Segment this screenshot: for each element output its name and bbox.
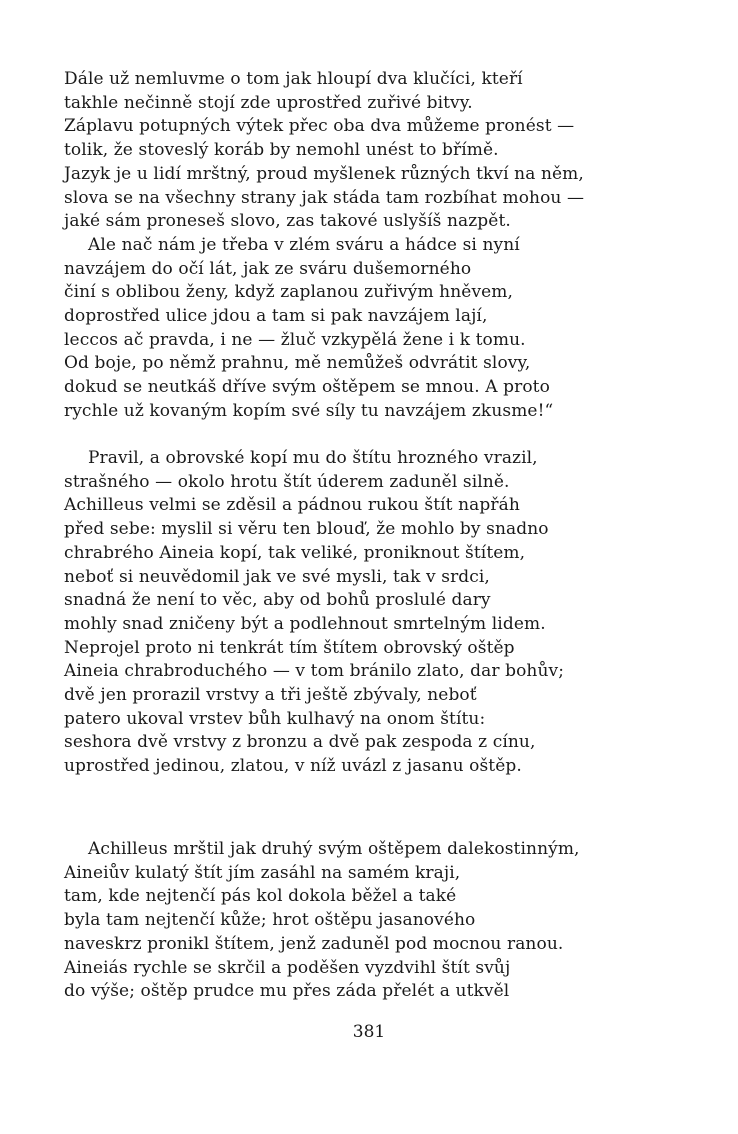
verse-line: Od boje, po němž prahnu, mě nemůžeš odvrátit slovy, [64, 353, 531, 374]
verse-line: dvě jen prorazil vrstvy a tři ještě zbývaly, neboť [64, 685, 477, 705]
verse-line: před sebe: myslil si věru ten blouď, že mohlo by snadno [64, 519, 549, 540]
verse-line: dokud se neutkáš dříve svým oštěpem se mnou. A proto [64, 377, 550, 398]
verse-line: tolik, že stoveslý koráb by nemohl unést to břímě. [64, 140, 499, 161]
verse-line: patero ukoval vrstev bůh kulhavý na onom štítu: [64, 708, 486, 729]
verse-line: snadná že není to věc, aby od bohů proslulé dary [64, 590, 491, 611]
verse-line: mohly snad zničeny být a podlehnout smrtelným lidem. [64, 613, 546, 634]
verse-line: seshora dvě vrstvy z bronzu a dvě pak zespoda z cínu, [64, 732, 536, 753]
verse-line: leccos ač pravda, i ne — žluč vzkypělá žene i k tomu. [64, 329, 526, 350]
verse-line: Neprojel proto ni tenkrát tím štítem obrovský oštěp [64, 637, 515, 658]
verse-line: navzájem do očí lát, jak ze sváru dušemorného [64, 258, 472, 279]
verse-line-indented: Pravil, a obrovské kopí mu do štítu hrozného vrazil, [88, 448, 538, 468]
verse-line: strašného — okolo hrotu štít úderem zaduněl silně. [64, 471, 510, 492]
page-number: 381 [352, 1022, 386, 1042]
verse-line: Achilleus velmi se zděsil a pádnou rukou štít napřáh [64, 495, 520, 516]
verse-line: Jazyk je u lidí mrštný, proud myšlenek různých tkví na něm, [64, 163, 584, 184]
verse-line: slova se na všechny strany jak stáda tam rozbíhat mohou — [64, 187, 585, 208]
verse-line: uprostřed jedinou, zlatou, v níž uvázl z jasanu oštěp. [64, 756, 522, 777]
verse-line: činí s oblibou ženy, když zaplanou zuřivým hněvem, [64, 282, 514, 303]
verse-line-indented: Ale nač nám je třeba v zlém sváru a hádce si nyní [88, 234, 520, 255]
verse-line: Aineiův kulatý štít jím zasáhl na samém kraji, [64, 862, 461, 883]
verse-line: takhle nečinně stojí zde uprostřed zuřivé bitvy. [64, 92, 473, 113]
verse-line: tam, kde nejtenčí pás kol dokola běžel a také [64, 886, 457, 907]
verse-line: neboť si neuvědomil jak ve své mysli, tak v srdci, [64, 566, 490, 587]
verse-line: chrabrého Aineia kopí, tak veliké, proniknout štítem, [64, 542, 526, 563]
verse-line: Dále už nemluvme o tom jak hloupí dva klučíci, kteří [64, 69, 523, 89]
verse-line: jaké sám proneseš slovo, zas takové uslyšíš nazpět. [64, 211, 511, 232]
verse-line-indented: Achilleus mrštil jak druhý svým oštěpem dalekostinným, [88, 839, 580, 859]
verse-line: Aineiás rychle se skrčil a poděšen vyzdvihl štít svůj [64, 957, 511, 978]
verse-line: doprostřed ulice jdou a tam si pak navzájem lají, [64, 306, 488, 326]
verse-line: rychle už kovaným kopím své síly tu navzájem zkusme!“ [64, 400, 554, 421]
verse-line: naveskrz pronikl štítem, jenž zaduněl pod mocnou ranou. [64, 933, 564, 954]
verse-line: Aineia chrabroduchého — v tom bránilo zlato, dar bohův; [64, 661, 565, 682]
verse-line: Záplavu potupných výtek přec oba dva můžeme pronést — [64, 116, 575, 137]
verse-line: do výše; oštěp prudce mu přes záda přelét a utkvěl [64, 981, 510, 1002]
verse-line: byla tam nejtenčí kůže; hrot oštěpu jasanového [64, 910, 476, 931]
